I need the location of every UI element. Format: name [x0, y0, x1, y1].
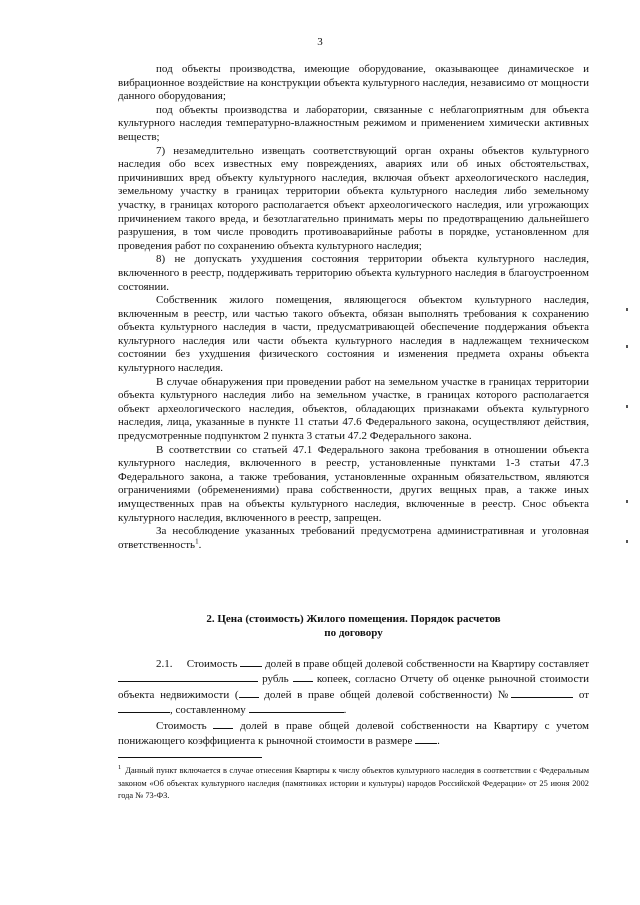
clause-text: Стоимость: [186, 658, 238, 670]
margin-mark: [626, 405, 628, 408]
body-text: [118, 63, 589, 552]
paragraph-liability: За несоблюдение указанных требований предусмотрена административная и уголовная ответственность$^1$.: [118, 525, 589, 551]
clause-text: от: [578, 688, 590, 701]
section-2-title: [118, 613, 589, 640]
margin-mark: [626, 540, 628, 543]
paragraph: 7) незамедлительно извещать соответствующий орган охраны объектов культурного наследия обо всех известных ему повреждениях, авариях или об иных обстоятельствах, причинивших вред объекту культурного наследия, включая объект археологического наследия, земельному участку в границах территории объекта культурного наследия либо земельному участку, в границах которого располагается объект археологического наследия, или угрожающих причинением такого вреда, и безотлагательно принимать меры по предотвращению дальнейшего разрушения, в том числе проводить противоаварийные работы в порядке, установленном для проведения работ по сохранению объекта культурного наследия;: [118, 144, 589, 252]
paragraph: Собственник жилого помещения, являющегося объектом культурного наследия, включенным в реестр, или частью такого объекта, обязан выполнять требования к сохранению объекта культурного наследия в части, предусматривающей обеспечение поддержания объекта культурного наследия или части объекта культурного наследия в надлежащем техническом состоянии без ухудшения физического состояния и изменения предмета охраны объекта культурного наследия.: [118, 294, 589, 375]
paragraph-text: За несоблюдение указанных требований предусмотрена административная и уголовная ответственность: [118, 525, 589, 551]
price-rubles-blank[interactable]: [118, 671, 258, 682]
clause-text: Стоимость: [156, 719, 207, 732]
clause-text: долей в праве общей долевой собственности на Квартиру с учетом понижающего коэффициента к рыночной стоимости в размере: [118, 719, 590, 748]
paragraph: 8) не допускать ухудшения состояния территории объекта культурного наследия, включенного в реестр, поддерживать территорию объекта культурного наследия в благоустроенном состоянии.: [118, 253, 589, 293]
clause-text: , составленному: [170, 704, 246, 717]
price-clause-reduced: [118, 718, 589, 749]
footnote-reference: 1: [195, 537, 199, 546]
price-clause-2-1: [118, 656, 589, 718]
paragraph: под объекты производства, имеющие оборудование, оказывающее динамическое и вибрационное воздействие на конструкции объекта культурного наследия, независимо от мощности данного оборудования;: [118, 63, 589, 103]
footnote-text: Данный пункт включается в случае отнесения Квартиры к числу объектов культурного наследия в соответствии с Федеральным законом «Об объектах культурного наследия (памятниках истории и культуры) народов Российской Федерации» от 25 июня 2002 года № 73-ФЗ.: [118, 766, 589, 801]
footnote-separator: [118, 757, 262, 758]
paragraph: под объекты производства и лаборатории, связанные с неблагоприятным для объекта культурного наследия температурно-влажностным режимом и применением химически активных веществ;: [118, 103, 589, 143]
margin-mark: [626, 308, 628, 311]
paragraph: В случае обнаружения при проведении работ на земельном участке в границах территории объекта культурного наследия либо на земельном участке, в границах которого располагается объект археологического наследия, объектов, обладающих признаками объекта культурного наследия, лица, указанные в пункте 11 статьи 47.6 Федерального закона, осуществляют действия, предусмотренные подпунктом 2 пункта 3 статьи 47.2 Федерального закона.: [118, 375, 589, 443]
valuation-share-blank[interactable]: [239, 687, 259, 698]
clause-text: копеек, согласно Отчету об оценке рыночной стоимости объекта недвижимости (: [118, 673, 590, 701]
margin-mark: [626, 500, 628, 503]
clause-text: долей в праве общей долевой собственности) №: [264, 688, 512, 701]
share-count-blank[interactable]: [240, 656, 262, 667]
margin-mark: [626, 345, 628, 348]
clause-text: рубль: [262, 673, 289, 686]
price-kopecks-blank[interactable]: [293, 671, 313, 682]
paragraph: В соответствии со статьей 47.1 Федерального закона требования в отношении объекта культурного наследия, включенного в реестр, установленные пунктами 1-3 статьи 47.3 Федерального закона, а также требования, установленные охранным обязательством, являются ограничениями (обременениями) права собственности, других вещных прав, а также иных имущественных прав на объекты культурного наследия, включенные в реестр. Снос объекта культурного наследия, включенного в реестр, запрещен.: [118, 443, 589, 524]
report-number-blank[interactable]: [511, 687, 573, 698]
footnote: [118, 765, 589, 803]
clause-text: .: [343, 704, 347, 717]
section-2-title-line1: 2. Цена (стоимость) Жилого помещения. Порядок расчетов: [206, 613, 501, 625]
page-number: 3: [317, 36, 323, 48]
footnote-mark: 1: [118, 764, 122, 772]
clause-text: долей в праве общей долевой собственности на Квартиру составляет: [265, 658, 590, 670]
clause-text: .: [437, 735, 440, 748]
clause-number: 2.1.: [156, 658, 173, 670]
section-2-title-line2: по договору: [324, 626, 383, 639]
report-date-blank[interactable]: [118, 702, 170, 713]
section-2-body: [118, 656, 589, 748]
appraiser-blank[interactable]: [249, 702, 344, 713]
coefficient-blank[interactable]: [415, 733, 437, 744]
share-count-blank[interactable]: [213, 718, 233, 729]
